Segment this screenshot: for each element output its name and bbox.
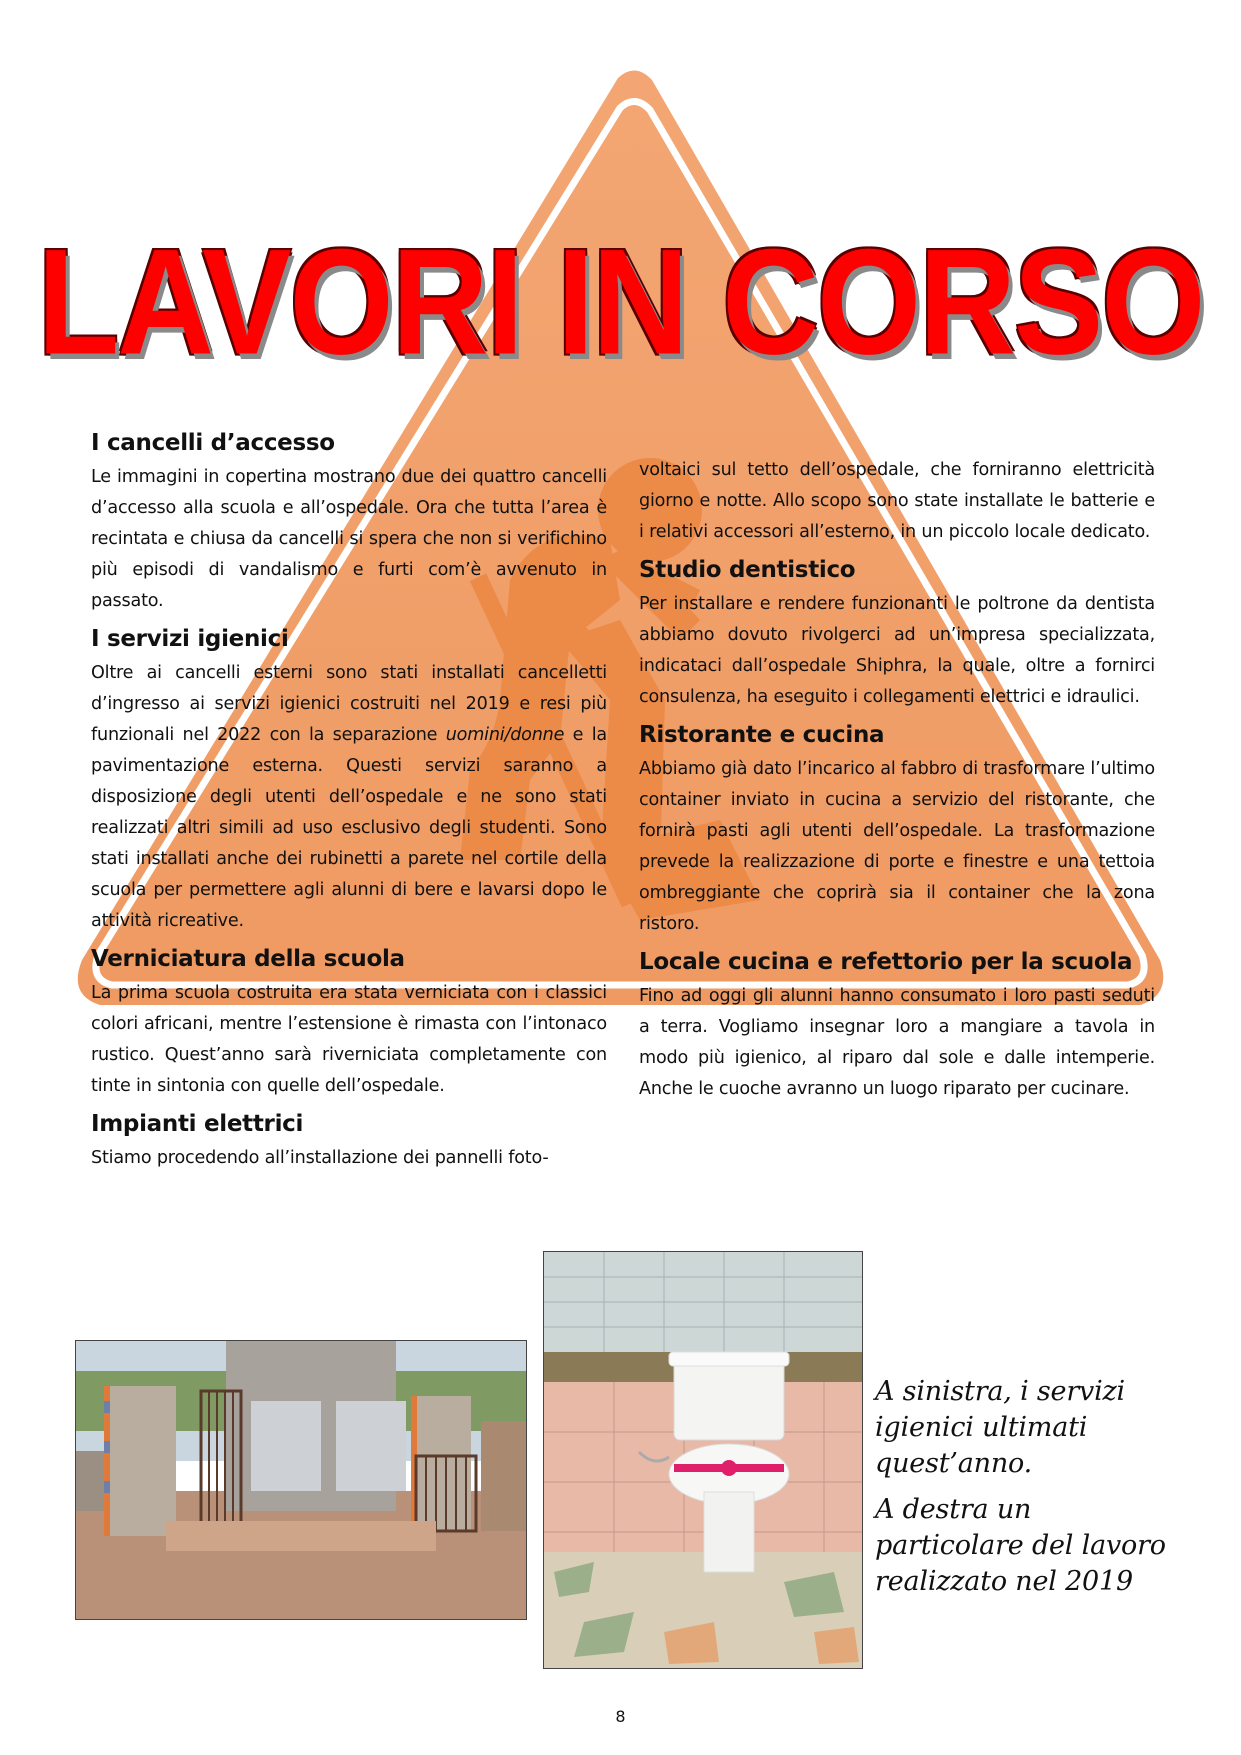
section-heading-ristorante: Ristorante e cucina: [639, 722, 885, 748]
servizi-text-italic: uomini/donne: [445, 725, 565, 745]
section-heading-servizi: I servizi igienici: [91, 626, 289, 652]
photo-caption: [875, 1374, 1175, 1610]
section-body-cancelli: Le immagini in copertina mostrano due dei quattro cancelli d’accesso alla scuola e all’ospedale. Ora che tutta l’area è recintata e chiusa da cancelli si spera che non si verifichino più episodi di vandalismo e furti com’è avvenuto in passato.: [91, 467, 607, 611]
section-heading-locale-cucina: Locale cucina e refettorio per la scuola: [639, 949, 1133, 975]
section-heading-dentistico: Studio dentistico: [639, 557, 856, 583]
section-body-dentistico: Per installare e rendere funzionanti le poltrone da dentista abbiamo dovuto rivolgerci ad un’impresa specializzata, indicataci dall’ospedale Shiphra, la quale, oltre a fornirci consulenza, ha eseguito i collegamenti elettrici e idraulici.: [639, 594, 1155, 707]
section-heading-cancelli: I cancelli d’accesso: [91, 430, 335, 456]
section-heading-impianti: Impianti elettrici: [91, 1111, 304, 1137]
section-body-locale-cucina: Fino ad oggi gli alunni hanno consumato i loro pasti seduti a terra. Vogliamo insegnar loro a mangiare a tavola in modo più igienico, al riparo dal sole e dalle intemperie. Anche le cuoche avranno un luogo riparato per cucinare.: [639, 986, 1155, 1099]
toilet-detail-image: [544, 1252, 862, 1668]
right-column: [639, 455, 1155, 1112]
page-number: 8: [615, 1707, 626, 1726]
section-heading-verniciatura: Verniciatura della scuola: [91, 946, 405, 972]
section-body-impianti: Stiamo procedendo all’installazione dei pannelli foto-: [91, 1148, 549, 1168]
photo-restroom-building: [75, 1340, 527, 1620]
caption-right-photo: A destra un particolare del lavoro realizzato nel 2019: [875, 1494, 1166, 1597]
section-body-servizi: [91, 658, 607, 937]
section-body-ristorante: Abbiamo già dato l’incarico al fabbro di trasformare l’ultimo container inviato in cucina a servizio del ristorante, che fornirà pasti agli utenti dell’ospedale. La trasformazione prevede la realizzazione di porte e finestre e una tettoia ombreggiante che coprirà sia il container che la zona ristoro.: [639, 759, 1155, 934]
servizi-text-part1: Oltre ai cancelli esterni sono stati installati cancelletti d’ingresso ai servizi igienici costruiti nel 2019 e resi più funzionali nel 2022 con la separazione: [91, 663, 607, 745]
servizi-text-part2: e la pavimentazione esterna. Questi servizi saranno a disposizione degli utenti dell’ospedale e ne sono stati realizzati altri simili ad uso esclusivo degli studenti. Sono stati installati anche dei rubinetti a parete nel cortile della scuola per permettere agli alunni di bere e lavarsi dopo le attività ricreative.: [91, 725, 607, 931]
impianti-continuation: voltaici sul tetto dell’ospedale, che forniranno elettricità giorno e notte. Allo scopo sono state installate le batterie e i relativi accessori all’esterno, in un piccolo locale dedicato.: [639, 460, 1155, 542]
page-title: LAVORI IN CORSO: [37, 219, 1204, 386]
section-body-verniciatura: La prima scuola costruita era stata verniciata con i classici colori africani, mentre l’estensione è rimasta con l’intonaco rustico. Quest’anno sarà riverniciata completamente con tinte in sintonia con quelle dell’ospedale.: [91, 983, 607, 1096]
left-column: [91, 428, 607, 1181]
caption-left-photo: A sinistra, i servizi igienici ultimati quest’anno.: [875, 1376, 1125, 1479]
photo-toilet-detail: [543, 1251, 863, 1669]
restroom-building-image: [76, 1341, 526, 1619]
